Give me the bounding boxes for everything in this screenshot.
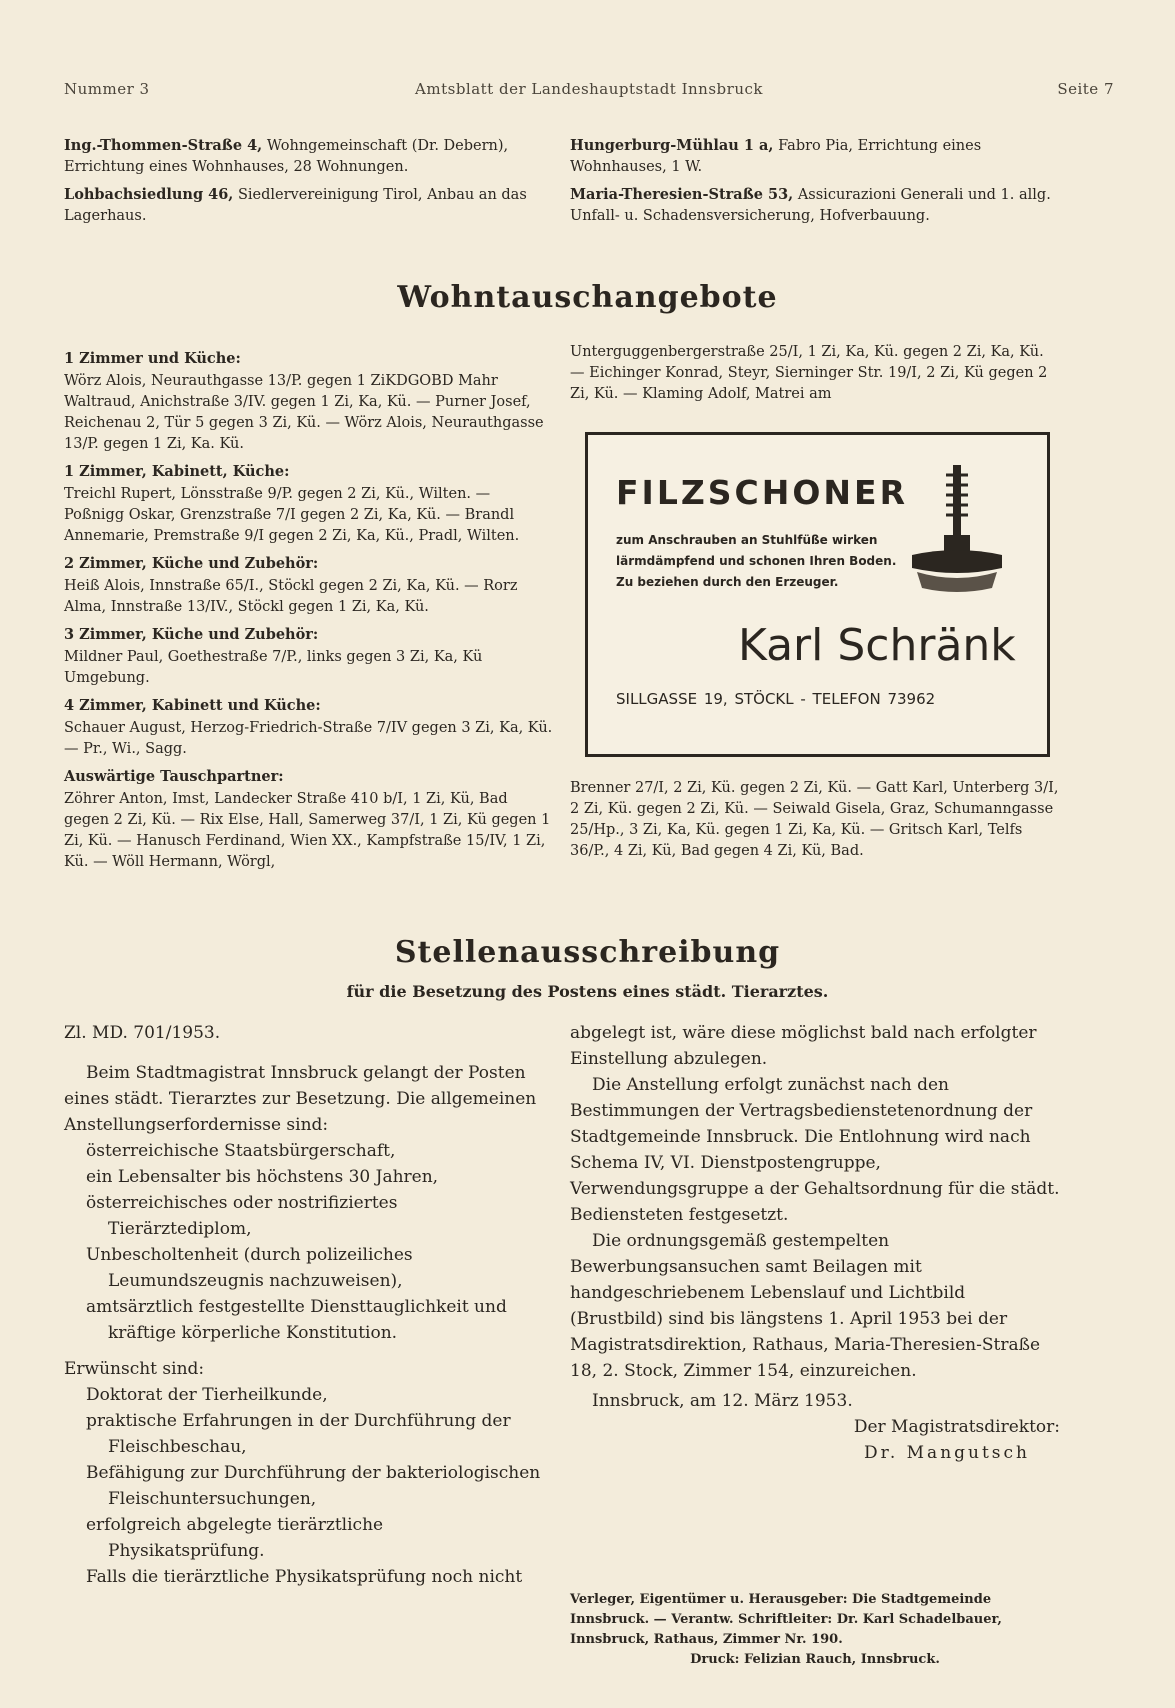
section-text: Unterguggenbergerstraße 25/I, 1 Zi, Ka, Kü. gegen 2 Zi, Ka, Kü. — Eichinger Konrad, Steyr, Sierninger Str. 19/I, 2 Zi, Kü gegen 2 Zi, Kü. — Klaming Adolf, Matrei am <box>570 344 1048 402</box>
ad-headline: FILZSCHONER <box>616 473 909 512</box>
wish-item: erfolgreich abgelegte tierärztliche Physikatsprüfung. <box>86 1515 384 1561</box>
signature-title: Der Magistratsdirektor: <box>853 1417 1060 1437</box>
ad-address: SILLGASSE 19, STÖCKL - TELEFON 73962 <box>616 690 936 708</box>
section-text: Mildner Paul, Goethestraße 7/P., links gegen 3 Zi, Ka, Kü Umgebung. <box>64 649 483 686</box>
advertisement-filzschoner <box>585 432 1050 757</box>
closing-line: Falls die tierärztliche Physikatsprüfung noch nicht <box>86 1567 523 1587</box>
issue-number: Nummer 3 <box>64 80 150 98</box>
imprint-publisher: Verleger, Eigentümer u. Herausgeber: Die Stadtgemeinde Innsbruck. — Verantw. Schriftleiter: Dr. Karl Schadelbauer, Innsbruck, Rathaus, Zimmer Nr. 190. <box>570 1592 1002 1647</box>
wohntausch-right-top <box>570 342 1060 411</box>
section-text: Zöhrer Anton, Imst, Landecker Straße 410 b/I, 1 Zi, Kü, Bad gegen 2 Zi, Kü. — Rix Else, Hall, Samerweg 37/I, 1 Zi, Kü gegen 1 Zi, Kü. — Hanusch Ferdinand, Wien XX., Kampfstraße 15/IV, 1 Zi, Kü. — Wöll Hermann, Wörgl, <box>64 791 551 870</box>
section-subtitle: für die Besetzung des Postens eines städt. Tierarztes. <box>346 982 829 1001</box>
wish-item: Befähigung zur Durchführung der bakteriologischen Fleischuntersuchungen, <box>86 1463 541 1509</box>
wohntausch-left-column <box>64 342 554 879</box>
wish-item: Doktorat der Tierheilkunde, <box>86 1385 328 1405</box>
section-text: Schauer August, Herzog-Friedrich-Straße 7/IV gegen 3 Zi, Ka, Kü. — Pr., Wi., Sagg. <box>64 720 553 757</box>
intro-paragraph: Beim Stadtmagistrat Innsbruck gelangt der Posten eines städt. Tierarztes zur Besetzung. Die allgemeinen Anstellungserfordernisse sind: <box>64 1063 537 1135</box>
ad-company-name: Karl Schränk <box>738 620 1016 671</box>
entry-key: Hungerburg-Mühlau 1 a, <box>570 137 774 154</box>
requirement-item: österreichisches oder nostrifiziertes Tierärztediplom, <box>86 1193 398 1239</box>
section-heading: 1 Zimmer, Kabinett, Küche: <box>64 463 290 480</box>
entry-text: Fabro Pia, Errichtung eines Wohnhauses, 1 W. <box>570 138 982 175</box>
section-heading: 2 Zimmer, Küche und Zubehör: <box>64 555 319 572</box>
ad-description <box>616 530 896 593</box>
stellen-left-column <box>64 1020 544 1590</box>
requirement-item: amtsärztlich festgestellte Diensttauglichkeit und kräftige körperliche Konstitution. <box>86 1297 507 1343</box>
requirement-item: Unbescholtenheit (durch polizeiliches Leumundszeugnis nachzuweisen), <box>86 1245 413 1291</box>
entry-key: Maria-Theresien-Straße 53, <box>570 186 794 203</box>
section-text: Heiß Alois, Innstraße 65/I., Stöckl gegen 2 Zi, Ka, Kü. — Rorz Alma, Innstraße 13/IV., Stöckl gegen 1 Zi, Ka, Kü. <box>64 578 518 615</box>
page-number: Seite 7 <box>1057 80 1114 98</box>
date-line: Innsbruck, am 12. März 1953. <box>592 1391 853 1411</box>
entry-text: Wohngemeinschaft (Dr. Debern), Errichtung eines Wohnhauses, 28 Wohnungen. <box>64 138 509 175</box>
section-heading: 1 Zimmer und Küche: <box>64 350 241 367</box>
paragraph: Die ordnungsgemäß gestempelten Bewerbungsansuchen samt Beilagen mit handgeschriebenem Lebenslauf und Lichtbild (Brustbild) sind bis längstens 1. April 1953 bei der Magistratsdirektion, Rathaus, Maria-Theresien-Straße 18, 2. Stock, Zimmer 154, einzureichen. <box>570 1231 1041 1381</box>
requirement-item: österreichische Staatsbürgerschaft, <box>86 1141 396 1161</box>
section-heading: 4 Zimmer, Kabinett und Küche: <box>64 697 321 714</box>
ad-line: lärmdämpfend und schonen Ihren Boden. <box>616 554 897 568</box>
top-entries-right <box>570 135 1060 233</box>
publication-title: Amtsblatt der Landeshauptstadt Innsbruck <box>415 80 763 98</box>
ad-line: Zu beziehen durch den Erzeuger. <box>616 575 839 589</box>
stellen-right-column <box>570 1020 1060 1466</box>
page-header <box>64 80 1114 98</box>
requirement-item: ein Lebensalter bis höchstens 30 Jahren, <box>86 1167 439 1187</box>
paragraph: Die Anstellung erfolgt zunächst nach den Bestimmungen der Vertragsbedienstetenordnung der Stadtgemeinde Innsbruck. Die Entlohnung wird nach Schema IV, VI. Dienstpostengruppe, Verwendungsgruppe a der Gehaltsordnung für die städt. Bediensteten festgesetzt. <box>570 1075 1060 1225</box>
entry-key: Ing.-Thommen-Straße 4, <box>64 137 263 154</box>
entry-key: Lohbachsiedlung 46, <box>64 186 234 203</box>
section-title-wohntausch: Wohntauschangebote <box>397 280 778 315</box>
signature-name: Dr. Mangutsch <box>863 1443 1030 1463</box>
wohntausch-right-bottom <box>570 778 1060 868</box>
top-entries-left <box>64 135 554 233</box>
reference-number: Zl. MD. 701/1953. <box>64 1023 221 1043</box>
section-heading: Auswärtige Tauschpartner: <box>64 768 284 785</box>
entry-text: Assicurazioni Generali und 1. allg. Unfall- u. Schadensversicherung, Hofverbauung. <box>570 187 1051 224</box>
furniture-glide-icon <box>902 460 1012 600</box>
section-title-stellen: Stellenausschreibung <box>394 935 781 970</box>
paragraph: abgelegt ist, wäre diese möglichst bald nach erfolgter Einstellung abzulegen. <box>570 1023 1037 1069</box>
section-text: Wörz Alois, Neurauthgasse 13/P. gegen 1 ZiKDGOBD Mahr Waltraud, Anichstraße 3/IV. gegen 1 Zi, Ka, Kü. — Purner Josef, Reichenau 2, Tür 5 gegen 3 Zi, Kü. — Wörz Alois, Neurauthgasse 13/P. gegen 1 Zi, Ka. Kü. <box>64 373 544 452</box>
imprint <box>570 1590 1060 1670</box>
wish-item: praktische Erfahrungen in der Durchführung der Fleischbeschau, <box>86 1411 511 1457</box>
ad-line: zum Anschrauben an Stuhlfüße wirken <box>616 533 878 547</box>
entry-text: Siedlervereinigung Tirol, Anbau an das Lagerhaus. <box>64 187 527 224</box>
section-heading: 3 Zimmer, Küche und Zubehör: <box>64 626 319 643</box>
section-text: Brenner 27/I, 2 Zi, Kü. gegen 2 Zi, Kü. — Gatt Karl, Unterberg 3/I, 2 Zi, Kü. gegen 2 Zi, Kü. — Seiwald Gisela, Graz, Schumanngasse 25/Hp., 3 Zi, Ka, Kü. gegen 1 Zi, Ka, Kü. — Gritsch Karl, Telfs 36/P., 4 Zi, Kü, Bad gegen 4 Zi, Kü, Bad. <box>570 780 1059 859</box>
wish-heading: Erwünscht sind: <box>64 1359 205 1379</box>
imprint-printer: Druck: Felizian Rauch, Innsbruck. <box>690 1652 940 1667</box>
section-text: Treichl Rupert, Lönsstraße 9/P. gegen 2 Zi, Kü., Wilten. — Poßnigg Oskar, Grenzstraße 7/I gegen 2 Zi, Ka, Kü. — Brandl Annemarie, Premstraße 9/I gegen 2 Zi, Ka, Kü., Pradl, Wilten. <box>64 486 520 544</box>
